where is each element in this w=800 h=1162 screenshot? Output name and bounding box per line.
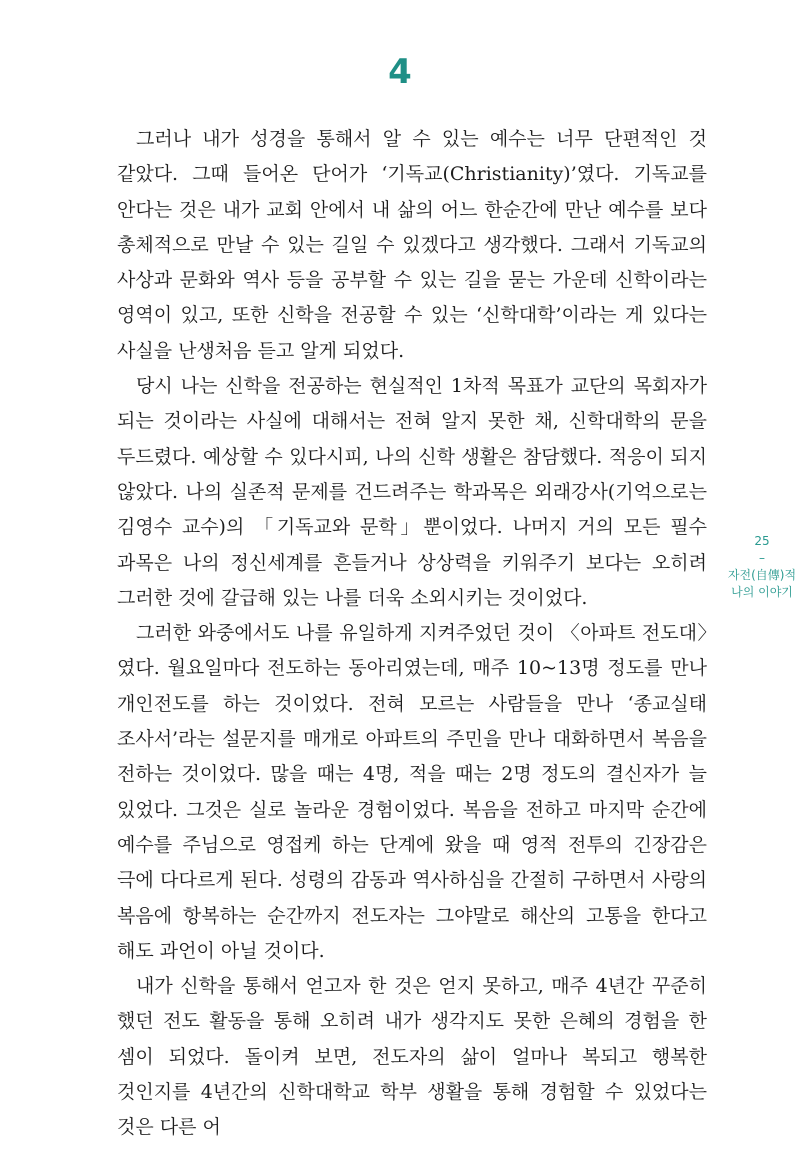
body-text [117,122,707,1146]
section-subtitle: 나의 이야기 [731,585,793,599]
side-divider: – [759,551,765,565]
section-title: 자전(自傳)적 [727,568,797,582]
paragraph-3: 그러한 와중에서도 나를 유일하게 지켜주었던 것이 〈아파트 전도대〉였다. 월요일마다 전도하는 동아리였는데, 매주 10~13명 정도를 만나 개인전도를 하는 것이었다. 전혀 모르는 사람들을 만나 ‘종교실태 조사서’라는 설문지를 매개로 아파트의 주민을 만나 대화하면서 복음을 전하는 것이었다. 많을 때는 4명, 적을 때는 2명 정도의 결신자가 늘 있었다. 그것은 실로 놀라운 경험이었다. 복음을 전하고 마지막 순간에 예수를 주님으로 영접케 하는 단계에 왔을 때 영적 전투의 긴장감은 극에 다다르게 된다. 성령의 감동과 역사하심을 간절히 구하면서 사랑의 복음에 항복하는 순간까지 전도자는 그야말로 해산의 고통을 한다고 해도 과언이 아닐 것이다. [117,622,707,962]
paragraph-4: 내가 신학을 통해서 얻고자 한 것은 얻지 못하고, 매주 4년간 꾸준히 했던 전도 활동을 통해 오히려 내가 생각지도 못한 은혜의 경험을 한 셈이 되었다. 돌이켜 보면, 전도자의 삶이 얼마나 복되고 행복한 것인지를 4년간의 신학대학교 학부 생활을 통해 경험할 수 있었다는 것은 다른 어 [117,975,707,1139]
page-number: 25 [754,534,770,548]
paragraph-2: 당시 나는 신학을 전공하는 현실적인 1차적 목표가 교단의 목회자가 되는 것이라는 사실에 대해서는 전혀 알지 못한 채, 신학대학의 문을 두드렸다. 예상할 수 있다시피, 나의 신학 생활은 참담했다. 적응이 되지 않았다. 나의 실존적 문제를 건드려주는 학과목은 외래강사(기억으로는 김영수 교수)의 「기독교와 문학」뿐이었다. 나머지 거의 모든 필수 과목은 나의 정신세계를 흔들거나 상상력을 키워주기 보다는 오히려 그러한 것에 갈급해 있는 나를 더욱 소외시키는 것이었다. [117,375,707,609]
side-running-header [722,533,800,601]
paragraph-1: 그러나 내가 성경을 통해서 알 수 있는 예수는 너무 단편적인 것 같았다. 그때 들어온 단어가 ‘기독교(Christianity)’였다. 기독교를 안다는 것은 내가 교회 안에서 내 삶의 어느 한순간에 만난 예수를 보다 총체적으로 만날 수 있는 길일 수 있겠다고 생각했다. 그래서 기독교의 사상과 문화와 역사 등을 공부할 수 있는 길을 묻는 가운데 신학이라는 영역이 있고, 또한 신학을 전공할 수 있는 ‘신학대학’이라는 게 있다는 사실을 난생처음 듣고 알게 되었다. [117,128,707,362]
chapter-number: 4 [388,52,412,92]
